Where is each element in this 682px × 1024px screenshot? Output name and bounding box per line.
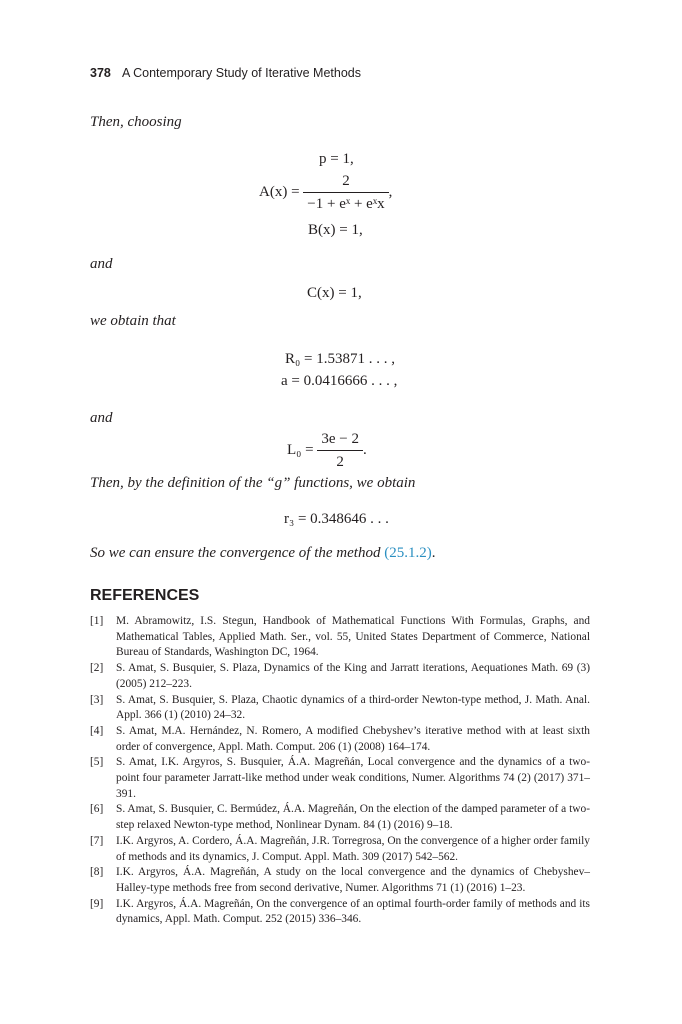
text-convergence-sentence xyxy=(90,545,435,562)
reference-number: [4] xyxy=(90,724,104,737)
reference-number: [8] xyxy=(90,866,104,879)
reference-text: M. Abramowitz, I.S. Stegun, Handbook of Mathematical Functions With Formulas, Graphs, and Mathematical Tables, Applied Math. Ser., vol. 55, United States Department of Commerce, National Bureau of Standards, Washington DC, 1964. xyxy=(116,615,590,659)
equation-A-comma: , xyxy=(388,183,393,200)
reference-item xyxy=(90,755,590,802)
references-heading: REFERENCES xyxy=(90,587,200,604)
reference-item xyxy=(90,802,590,833)
reference-number: [3] xyxy=(90,693,104,706)
text-we-obtain-that: we obtain that xyxy=(90,313,176,329)
equation-L0-denominator: 2 xyxy=(336,454,344,470)
equation-A-numerator: 2 xyxy=(303,172,388,193)
equation-a: a = 0.0416666 . . . , xyxy=(281,373,398,389)
equation-L0-numerator: 3e − 2 xyxy=(317,430,363,451)
reference-item xyxy=(90,661,590,692)
reference-item xyxy=(90,724,590,755)
reference-number: [1] xyxy=(90,615,104,627)
reference-item xyxy=(90,834,590,865)
text-and-1: and xyxy=(90,256,113,272)
equation-L0-period: . xyxy=(362,441,367,458)
reference-number: [7] xyxy=(90,834,104,847)
equation-A-lhs: A(x) = xyxy=(259,183,300,200)
equation-A-fraction xyxy=(303,172,388,213)
reference-text: I.K. Argyros, Á.A. Magreñán, On the convergence of an optimal fourth-order family of methods and its dynamics, Appl. Math. Comput. 252 (2015) 336–346. xyxy=(116,897,590,926)
text-so-we-can-ensure: So we can ensure the convergence of the method xyxy=(90,545,381,561)
reference-number: [6] xyxy=(90,803,104,816)
reference-text: S. Amat, S. Busquier, S. Plaza, Chaotic dynamics of a third-order Newton-type method, J. Math. Anal. Appl. 366 (1) (2010) 24–32. xyxy=(116,693,590,722)
page-number: 378 xyxy=(90,66,111,80)
text-then-choosing: Then, choosing xyxy=(90,114,182,130)
text-and-2: and xyxy=(90,410,113,426)
text-then-by-definition: Then, by the definition of the “g” functions, we obtain xyxy=(90,475,416,491)
reference-item xyxy=(90,693,590,724)
text-period: . xyxy=(431,545,436,561)
reference-text: I.K. Argyros, A. Cordero, Á.A. Magreñán, J.R. Torregrosa, On the convergence of a higher order family of methods and its dynamics, J. Comput. Appl. Math. 309 (2017) 542–562. xyxy=(116,834,590,863)
equation-p: p = 1, xyxy=(319,151,354,167)
equation-C: C(x) = 1, xyxy=(307,285,362,301)
equation-B: B(x) = 1, xyxy=(308,222,363,238)
running-header xyxy=(90,66,361,81)
equation-L0 xyxy=(287,430,367,471)
equation-r3: r₃ = 0.348646 . . . xyxy=(284,511,389,527)
reference-text: S. Amat, S. Busquier, S. Plaza, Dynamics of the King and Jarratt iterations, Aequationes Math. 69 (3) (2005) 212–223. xyxy=(116,662,590,690)
reference-item xyxy=(90,897,590,928)
reference-item xyxy=(90,865,590,896)
reference-text: I.K. Argyros, Á.A. Magreñán, A study on the local convergence and the dynamics of Chebyshev–Halley-type methods free from second derivative, Numer. Algorithms 71 (1) (2016) 1–23. xyxy=(116,866,590,894)
reference-item xyxy=(90,614,590,661)
equation-R0: R₀ = 1.53871 . . . , xyxy=(285,351,395,367)
reference-number: [2] xyxy=(90,662,104,675)
references-list xyxy=(90,614,590,928)
reference-text: S. Amat, S. Busquier, C. Bermúdez, Á.A. Magreñán, On the election of the damped parameter of a two-step relaxed Newton-type method, Nonlinear Dynam. 84 (1) (2016) 9–18. xyxy=(116,803,590,832)
method-reference-link[interactable]: (25.1.2) xyxy=(384,545,432,561)
equation-A-denominator: −1 + eˣ + eˣx xyxy=(307,196,385,212)
reference-number: [9] xyxy=(90,897,104,910)
reference-number: [5] xyxy=(90,756,104,769)
reference-text: S. Amat, M.A. Hernández, N. Romero, A modified Chebyshev’s iterative method with at least sixth order of convergence, Appl. Math. Comput. 206 (1) (2008) 164–174. xyxy=(116,724,590,753)
book-title: A Contemporary Study of Iterative Methods xyxy=(121,66,361,80)
equation-A xyxy=(259,172,392,213)
reference-text: S. Amat, I.K. Argyros, S. Busquier, Á.A. Magreñán, Local convergence and the dynamics of a two-point four parameter Jarratt-like method under weak conditions, Numer. Algorithms 74 (2) (2017) 371–391. xyxy=(116,756,590,800)
equation-L0-lhs: L₀ = xyxy=(287,441,314,458)
equation-L0-fraction xyxy=(317,430,363,471)
